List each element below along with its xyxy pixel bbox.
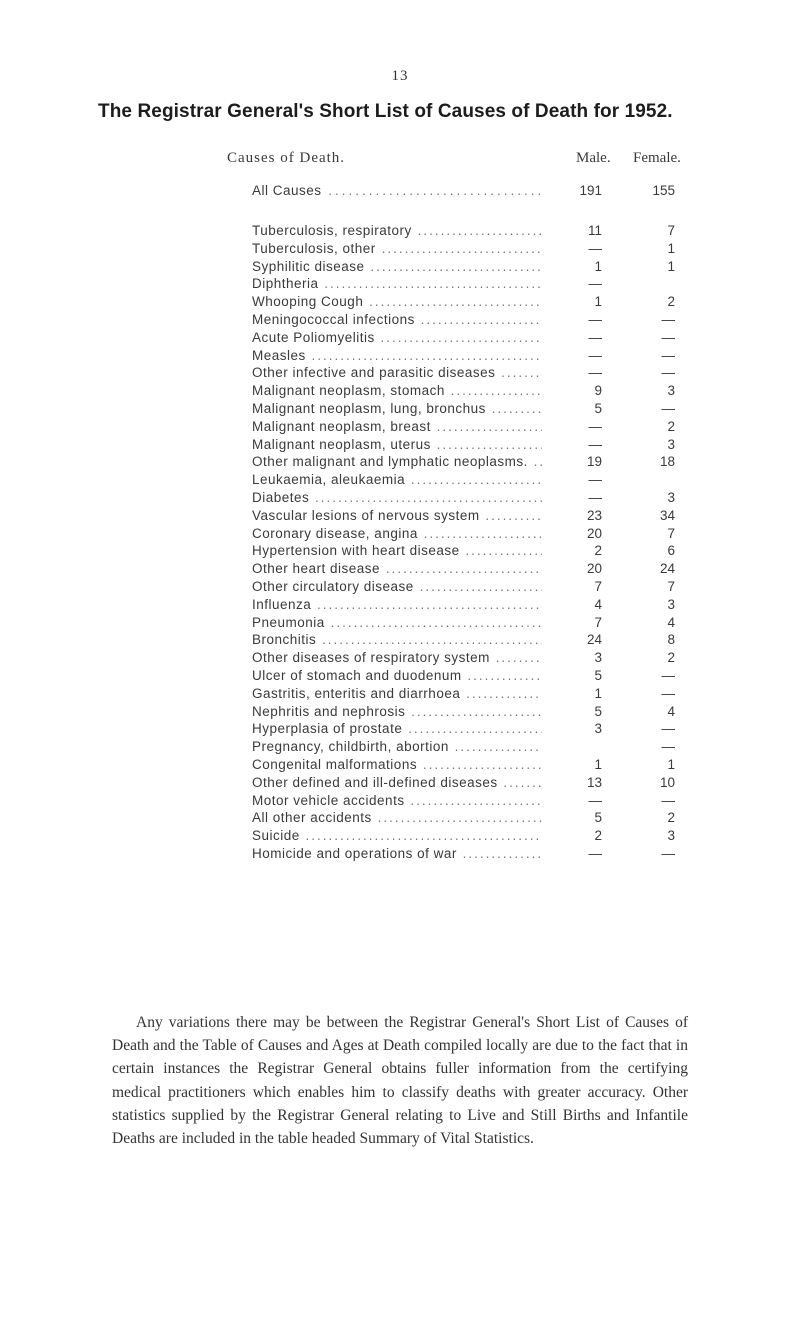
male-count: 1 [594,294,602,310]
female-count: 7 [667,525,675,541]
male-count: 23 [586,507,602,523]
female-count: 1 [667,240,675,256]
male-count: — [588,312,602,327]
cause-label: Acute Poliomyelitis ..... [252,330,542,345]
cause-label: Pneumonia ..... [252,615,542,630]
header-male: Male. [576,150,611,166]
female-count: 2 [667,418,675,434]
cause-label: Diphtheria ..... [252,276,542,291]
female-count: 3 [667,383,675,399]
page-number: 13 [391,68,409,84]
cause-label: Malignant neoplasm, breast ..... [252,419,542,434]
female-count: 1 [667,757,675,772]
cause-label: Other defined and ill-defined diseases ..... [252,775,542,790]
footnote: Any variations there may be between the Registrar General's Short List of Causes of Death and the Table of Causes and Ages at Death compiled locally are due to the fact that in certain instances the Registrar General obtains fuller information from the certifying medical practitioners which enables him to classify deaths with greater accuracy. Other statistics supplied by the Registrar General relating to Live and Still Births and Infantile Deaths are included in the table headed Summary of Vital Statistics. [112,1014,688,1148]
female-count: — [661,739,675,755]
female-count: — [661,685,675,701]
cause-label: Syphilitic disease ..... [252,259,542,274]
male-count: 5 [594,810,602,826]
male-count: 19 [586,454,602,470]
male-count: — [588,276,602,292]
female-count: 2 [667,810,675,826]
cause-label: Leukaemia, aleukaemia ..... [252,472,542,487]
female-count: — [661,668,675,683]
female-count: 3 [667,828,675,844]
cause-label: Malignant neoplasm, uterus ..... [252,437,542,452]
male-count: — [588,792,602,808]
page-title: The Registrar General's Short List of Causes of Death for 1952. [98,101,673,122]
male-count: — [588,347,602,363]
male-count: — [588,240,602,256]
male-count: 20 [586,561,602,577]
table-header [0,150,800,170]
male-count: 2 [594,543,602,559]
male-count: 20 [586,525,602,541]
male-count: — [588,472,602,488]
cause-label: Tuberculosis, other ..... [252,241,542,256]
male-count: 5 [594,703,602,719]
cause-label: Pregnancy, childbirth, abortion ..... [252,739,542,754]
male-count: 9 [594,383,602,399]
male-count: — [588,436,602,452]
header-cause: Causes of Death. [227,150,346,166]
female-count: 3 [667,436,675,452]
female-count: — [661,329,675,345]
female-count: 2 [667,294,675,310]
male-count: 3 [594,721,602,737]
male-count: 1 [594,258,602,274]
cause-label: Nephritis and nephrosis ..... [252,704,542,719]
male-count: 1 [594,757,602,772]
cause-label: Hypertension with heart disease ..... [252,543,542,558]
cause-label: Influenza ..... [252,597,542,612]
cause-label: Diabetes ..... [252,490,542,505]
female-count: 6 [667,543,675,559]
female-count: — [661,312,675,327]
cause-label: Other malignant and lymphatic neoplasms. ..... [252,454,542,469]
cause-label: Other circulatory disease ..... [252,579,542,594]
female-count: — [661,846,675,861]
male-count: 2 [594,828,602,844]
cause-label: Measles ..... [252,348,542,363]
female-count: — [661,401,675,416]
cause-label: Other diseases of respiratory system ..... [252,650,542,665]
cause-label: Coronary disease, angina ..... [252,526,542,541]
cause-label: Meningococcal infections ..... [252,312,542,327]
cause-label: Vascular lesions of nervous system ..... [252,508,542,523]
male-count: — [588,418,602,434]
male-count: 7 [594,579,602,594]
male-count: 3 [594,650,602,666]
cause-label: Motor vehicle accidents ..... [252,793,542,808]
male-count: — [588,490,602,505]
female-count: — [661,347,675,363]
cause-label: Hyperplasia of prostate ..... [252,721,542,736]
cause-label: Other heart disease ..... [252,561,542,576]
female-count: — [661,365,675,381]
cause-label: Suicide ..... [252,828,542,843]
cause-label: Malignant neoplasm, lung, bronchus ..... [252,401,542,416]
female-count: 1 [667,258,675,274]
cause-label: Ulcer of stomach and duodenum ..... [252,668,542,683]
male-count: — [588,365,602,381]
female-count: 155 [652,183,675,198]
cause-label: Congenital malformations ..... [252,757,542,772]
table-row [0,846,800,866]
female-count: 7 [667,223,675,238]
cause-label: Tuberculosis, respiratory ..... [252,223,542,238]
cause-label: Homicide and operations of war ..... [252,846,542,861]
male-count: 24 [586,632,602,648]
cause-label: Other infective and parasitic diseases ..... [252,365,542,380]
female-count: — [661,721,675,737]
female-count: 34 [659,507,675,523]
male-count: 1 [594,685,602,701]
male-count: 11 [587,223,602,238]
male-count: 191 [579,183,602,198]
cause-label: Malignant neoplasm, stomach ..... [252,383,542,398]
female-count: 10 [659,774,675,790]
male-count: 7 [594,614,602,630]
female-count: 3 [667,490,675,505]
female-count: 3 [667,596,675,612]
table-row-all-causes [0,183,800,203]
male-count: — [588,846,602,861]
male-count: 5 [594,668,602,683]
male-count: 4 [594,596,602,612]
cause-label: Whooping Cough ..... [252,294,542,309]
female-count: 18 [659,454,675,470]
header-female: Female. [633,150,681,166]
male-count: 5 [594,401,602,416]
female-count: 24 [659,561,675,577]
female-count: 8 [667,632,675,648]
female-count: 4 [667,703,675,719]
cause-label: Bronchitis ..... [252,632,542,647]
cause-label: All other accidents ..... [252,810,542,825]
female-count: 2 [667,650,675,666]
female-count: 4 [667,614,675,630]
cause-label: All Causes ..... [252,183,542,198]
female-count: — [661,792,675,808]
male-count: 13 [586,774,602,790]
male-count: — [588,329,602,345]
female-count: 7 [667,579,675,594]
cause-label: Gastritis, enteritis and diarrhoea ..... [252,686,542,701]
